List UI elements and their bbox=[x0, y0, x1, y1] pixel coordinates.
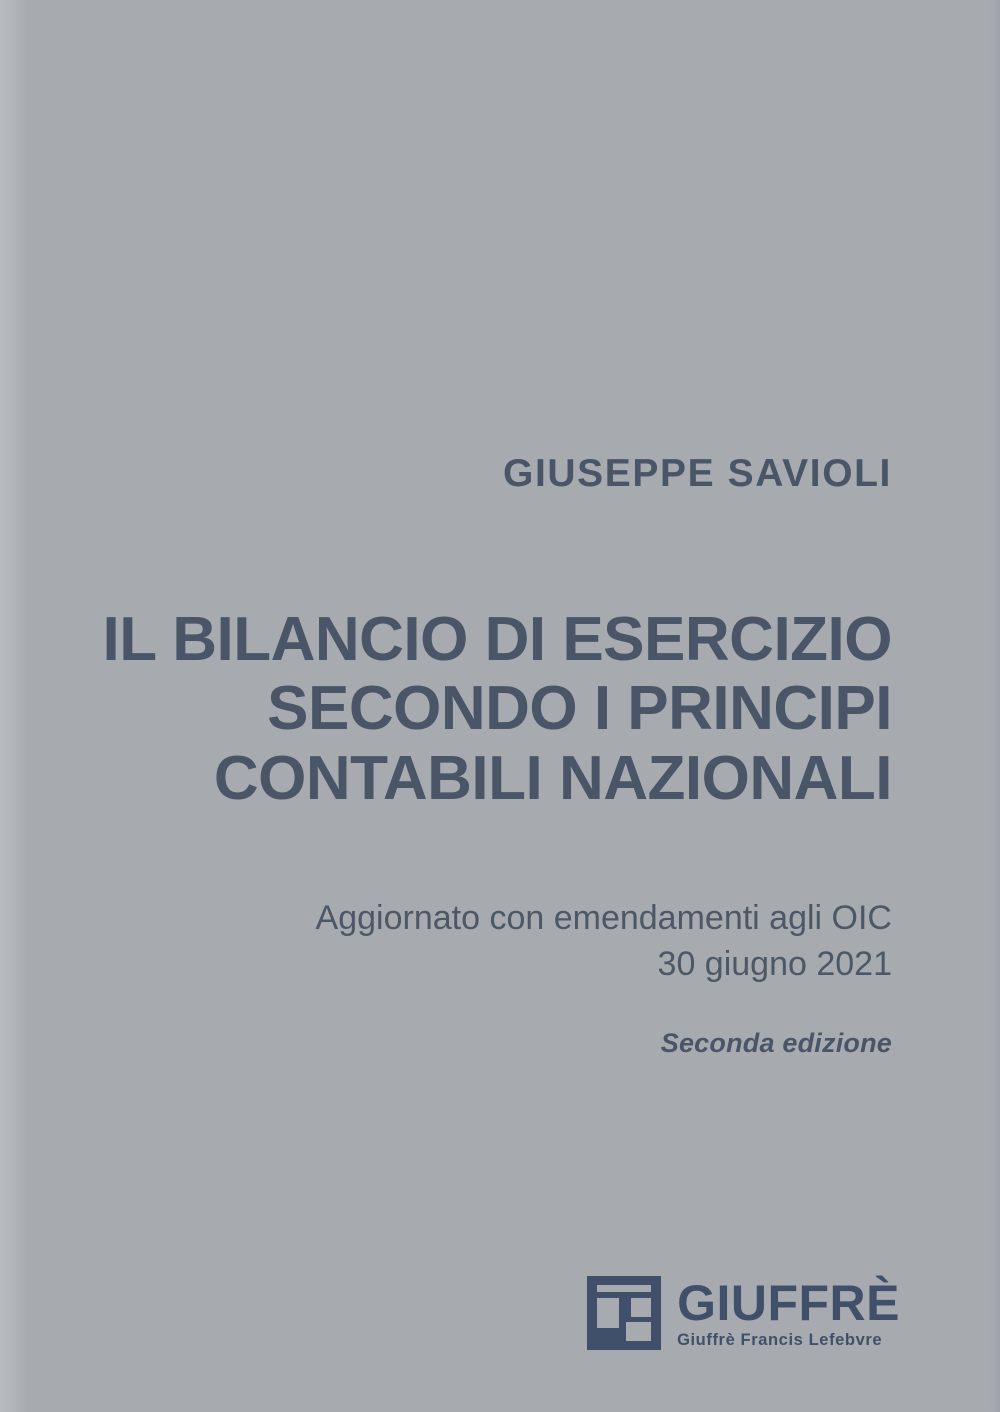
subtitle-line-1: Aggiornato con emendamenti agli OIC bbox=[315, 899, 892, 937]
publisher-wordmark bbox=[677, 1274, 900, 1349]
giuffre-g-mark-icon bbox=[587, 1276, 661, 1350]
publisher-tagline: Giuffrè Francis Lefebvre bbox=[677, 1330, 883, 1349]
edition-label: Seconda edizione bbox=[660, 1028, 892, 1058]
publisher-logo bbox=[587, 1276, 900, 1350]
title-line-3: CONTABILI NAZIONALI bbox=[213, 743, 892, 813]
author-name: GIUSEPPE SAVIOLI bbox=[503, 452, 892, 495]
publisher-name: GIUFFRÈ bbox=[677, 1274, 900, 1331]
title-line-2: SECONDO I PRINCIPI bbox=[267, 674, 892, 744]
title-line-1: IL BILANCIO DI ESERCIZIO bbox=[102, 605, 892, 674]
book-subtitle bbox=[72, 896, 892, 988]
subtitle-line-2: 30 giugno 2021 bbox=[657, 944, 892, 983]
book-title bbox=[72, 605, 892, 813]
